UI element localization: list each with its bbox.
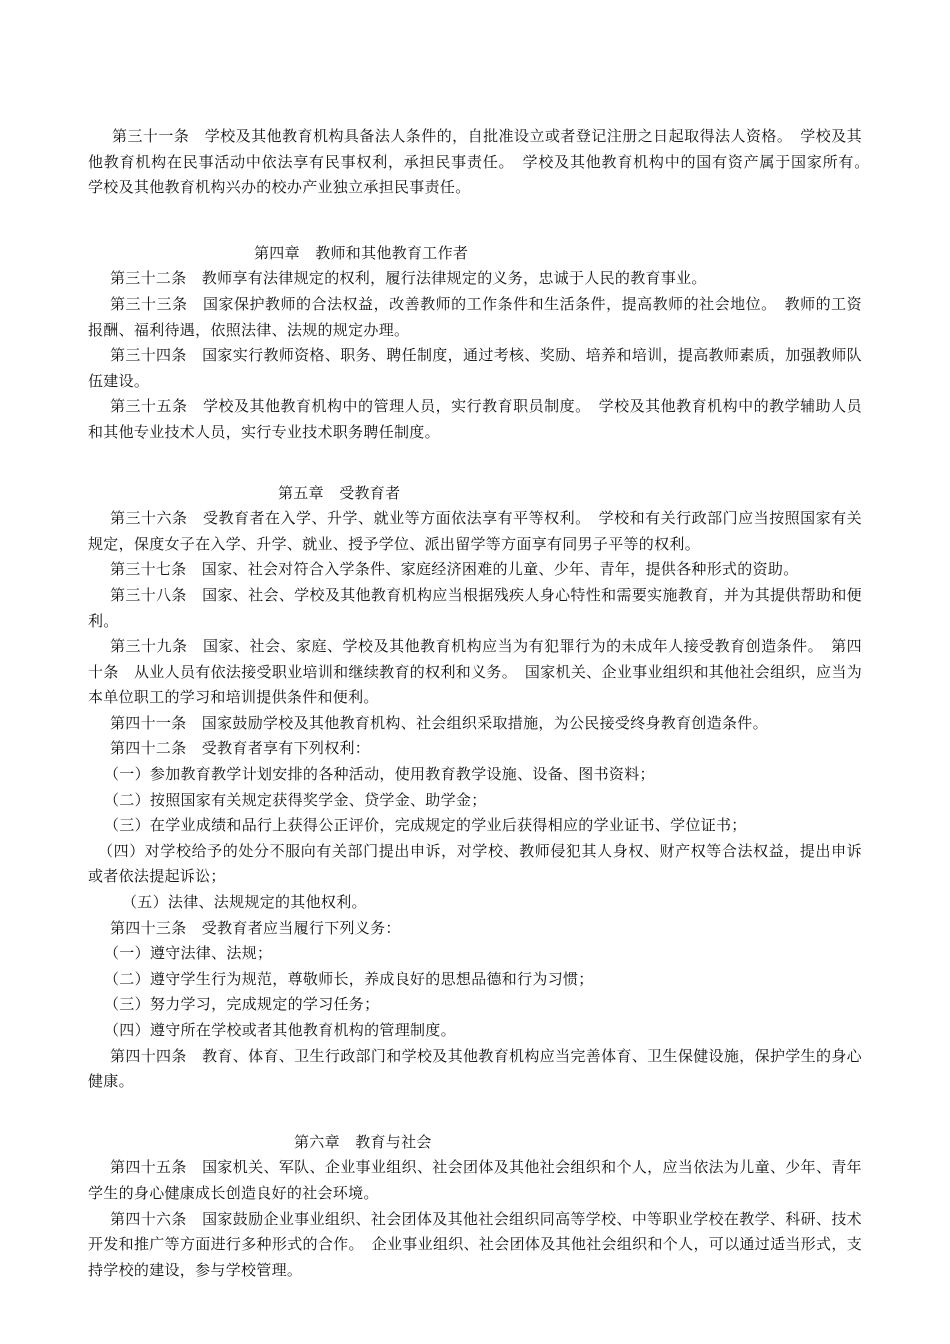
article-44: 第四十四条 教育、体育、卫生行政部门和学校及其他教育机构应当完善体育、卫生保健设施，保护学生的身心健康。 [88, 1046, 862, 1091]
article-36: 第三十六条 受教育者在入学、升学、就业等方面依法享有平等权利。 学校和有关行政部门应当按照国家有关规定，保度女子在入学、升学、就业、授予学位、派出留学等方面享有同男子平等的权利。 [88, 509, 862, 553]
article-46: 第四十六条 国家鼓励企业事业组织、社会团体及其他社会组织同高等学校、中等职业学校在教学、科研、技术开发和推广等方面进行多种形式的合作。 企业事业组织、社会团体及其他社会组织和个人，可以通过适当形式，支持学校的建设，参与学校管理。 [88, 1209, 862, 1279]
right-item-5: （五）法律、法规规定的其他权利。 [122, 893, 367, 912]
duty-item-3: （三）努力学习，完成规定的学习任务； [104, 995, 380, 1014]
article-32: 第三十二条 教师享有法律规定的权利，履行法律规定的义务，忠诚于人民的教育事业。 [110, 269, 707, 288]
duty-item-4: （四）遵守所在学校或者其他教育机构的管理制度。 [104, 1021, 456, 1039]
article-45: 第四十五条 国家机关、军队、企业事业组织、社会团体及其他社会组织和个人，应当依法为儿童、少年、青年学生的身心健康成长创造良好的社会环境。 [88, 1158, 862, 1202]
article-37: 第三十七条 国家、社会对符合入学条件、家庭经济困难的儿童、少年、青年，提供各种形式的资助。 [110, 560, 799, 579]
article-42: 第四十二条 受教育者享有下列权利： [110, 739, 371, 758]
document-page [88, 124, 878, 1283]
right-item-1: （一）参加教育教学计划安排的各种活动，使用教育教学设施、设备、图书资料； [104, 765, 655, 784]
chapter-5-heading: 第五章 受教育者 [278, 483, 401, 502]
article-35: 第三十五条 学校及其他教育机构中的管理人员，实行教育职员制度。 学校及其他教育机构中的教学辅助人员和其他专业技术人员，实行专业技术职务聘任制度。 [88, 397, 862, 441]
article-41: 第四十一条 国家鼓励学校及其他教育机构、社会组织采取措施，为公民接受终身教育创造条件。 [110, 713, 768, 732]
right-item-2: （二）按照国家有关规定获得奖学金、贷学金、助学金； [104, 790, 487, 809]
article-31: 第三十一条 学校及其他教育机构具备法人条件的，自批准设立或者登记注册之日起取得法人资格。 学校及其他教育机构在民事活动中依法享有民事权利，承担民事责任。 学校及其他教育机构中的国有资产属于国家所有。 学校及其他教育机构兴办的校办产业独立承担民事责任。 [88, 127, 878, 197]
chapter-6-heading: 第六章 教育与社会 [294, 1132, 432, 1151]
article-38: 第三十八条 国家、社会、学校及其他教育机构应当根据残疾人身心特性和需要实施教育，并为其提供帮助和便利。 [88, 585, 862, 630]
article-39-40: 第三十九条 国家、社会、家庭、学校及其他教育机构应当为有犯罪行为的未成年人接受教育创造条件。 第四十条 从业人员有依法接受职业培训和继续教育的权利和义务。 国家机关、企业事业组织和其他社会组织，应当为本单位职工的学习和培训提供条件和便利。 [88, 637, 862, 707]
article-34: 第三十四条 国家实行教师资格、职务、聘任制度，通过考核、奖励、培养和培训，提高教师素质，加强教师队伍建设。 [88, 346, 862, 390]
right-item-3: （三）在学业成绩和品行上获得公正评价，完成规定的学业后获得相应的学业证书、学位证书； [104, 816, 747, 835]
chapter-4-heading: 第四章 教师和其他教育工作者 [254, 243, 469, 262]
right-item-4: （四）对学校给予的处分不服向有关部门提出申诉，对学校、教师侵犯其人身权、财产权等合法权益，提出申诉或者依法提起诉讼； [88, 841, 862, 886]
article-33: 第三十三条 国家保护教师的合法权益，改善教师的工作条件和生活条件，提高教师的社会地位。 教师的工资报酬、福利待遇，依照法律、法规的规定办理。 [88, 294, 862, 339]
article-43: 第四十三条 受教育者应当履行下列义务： [110, 918, 401, 937]
duty-item-1: （一）遵守法律、法规； [104, 944, 273, 963]
duty-item-2: （二）遵守学生行为规范，尊敬师长，养成良好的思想品德和行为习惯； [104, 969, 594, 988]
